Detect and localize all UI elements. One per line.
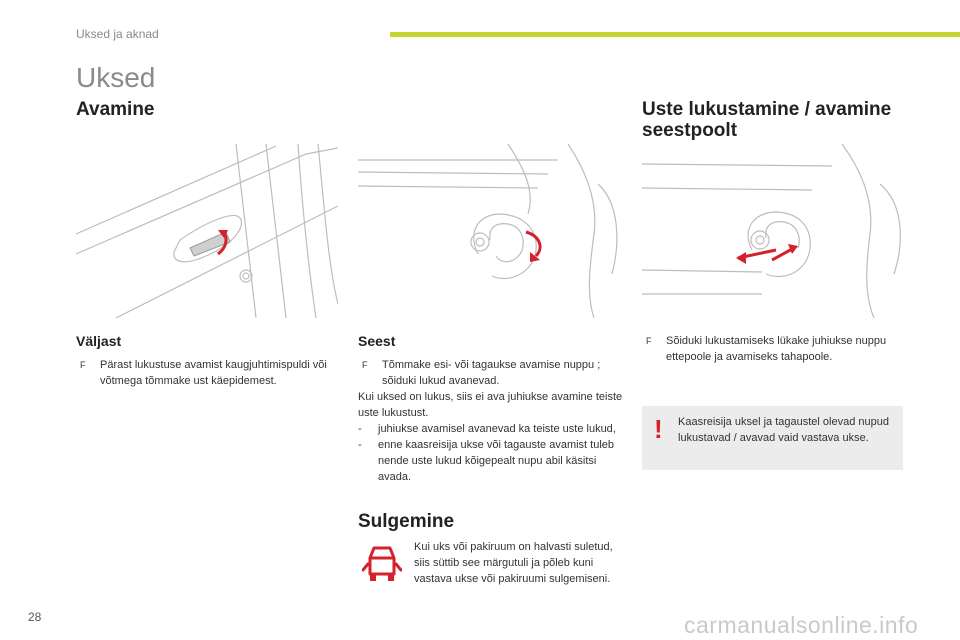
outside-instructions <box>76 357 338 389</box>
warning-icon: ! <box>654 414 663 444</box>
page-title: Uksed <box>76 62 156 93</box>
dash-marker: - <box>358 423 362 435</box>
heading-locking: Uste lukustamine / avamine seestpoolt <box>642 99 892 141</box>
paragraph: Kui uksed on lukus, siis ei ava juhiukse avamine teiste uste lukustust. <box>358 391 623 419</box>
interior-handle-illustration <box>358 144 620 318</box>
list-item: F Sõiduki lukustamiseks lükake juhiukse nuppu ettepoole ja avamiseks tahapoole. <box>646 335 887 363</box>
door-open-warning-icon <box>362 544 402 584</box>
heading-closing: Sulgemine <box>358 511 455 532</box>
heading-outside: Väljast <box>76 333 122 349</box>
notice-box <box>642 406 903 470</box>
inside-instructions <box>358 357 624 485</box>
exterior-handle-illustration <box>76 144 338 318</box>
lock-instructions <box>642 333 904 365</box>
watermark: carmanualsonline.info <box>684 612 919 638</box>
heading-inside: Seest <box>358 333 396 349</box>
lock-button-illustration <box>642 144 904 318</box>
list-item: - juhiukse avamisel avanevad ka teiste uste lukud, <box>358 423 616 435</box>
list-item: F Tõmmake esi- või tagaukse avamise nuppu ; sõiduki lukud avanevad. <box>362 359 601 387</box>
dash-marker: - <box>358 439 362 451</box>
list-item: - enne kaasreisija ukse või tagauste avamist tuleb nende uste lukud kõigepealt nupu abil käsitsi avada. <box>358 439 615 483</box>
accent-bar <box>390 32 960 37</box>
closing-text: Kui uks või pakiruum on halvasti suletud, siis süttib see märgutuli ja põleb kuni vastava ukse või pakiruumi sulgemiseni. <box>414 541 613 585</box>
section-title: Uksed ja aknad <box>76 27 159 41</box>
notice-text: Kaasreisija uksel ja tagaustel olevad nupud lukustavad / avavad vaid vastava ukse. <box>678 416 889 444</box>
page-number: 28 <box>28 610 42 624</box>
list-item: F Pärast lukustuse avamist kaugjuhtimispuldi või võtmega tõmmake ust käepidemest. <box>80 359 327 387</box>
bullet-icon: F <box>80 360 86 370</box>
heading-opening: Avamine <box>76 99 155 120</box>
bullet-icon: F <box>362 360 368 370</box>
bullet-icon: F <box>646 336 652 346</box>
